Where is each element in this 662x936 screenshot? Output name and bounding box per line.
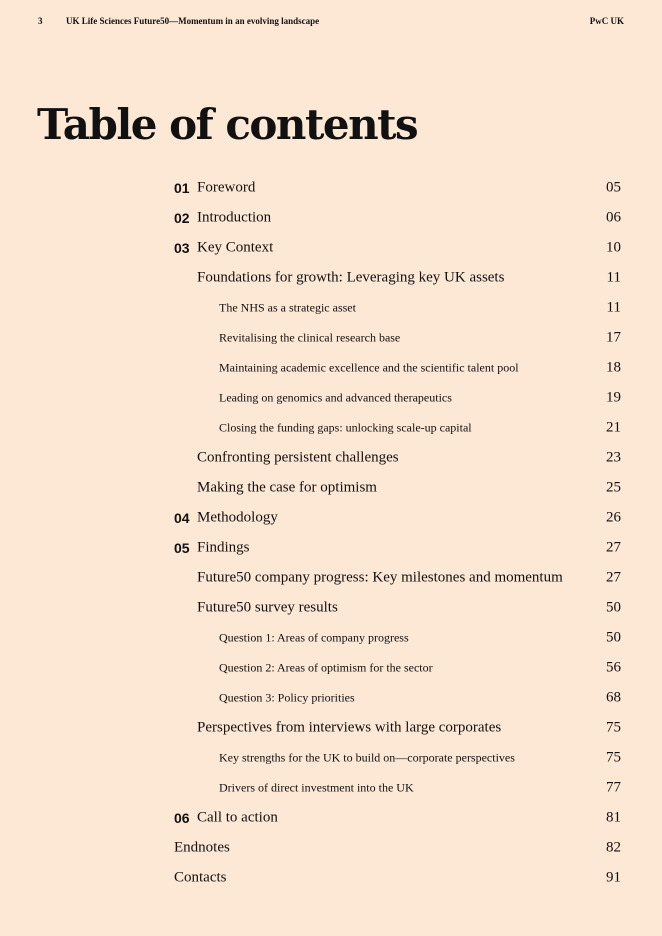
toc-entry[interactable] (0, 863, 662, 893)
toc-entry[interactable] (0, 353, 662, 383)
toc-page-number: 25 (606, 479, 621, 496)
toc-entry[interactable] (0, 173, 662, 203)
toc-entry[interactable] (0, 563, 662, 593)
toc-page-number: 75 (606, 719, 621, 736)
toc-entry-label: Leading on genomics and advanced therapeutics (219, 390, 452, 405)
table-of-contents (0, 173, 662, 893)
toc-entry-label: Foundations for growth: Leveraging key UK assets (197, 269, 505, 286)
toc-section-number: 04 (174, 510, 190, 526)
toc-entry-label: Making the case for optimism (197, 479, 377, 496)
toc-page-number: 21 (606, 419, 621, 436)
toc-page-number: 10 (606, 239, 621, 256)
header-document-title: UK Life Sciences Future50—Momentum in an evolving landscape (66, 16, 320, 26)
toc-page-number: 11 (606, 299, 621, 316)
toc-entry-label: Introduction (197, 209, 272, 226)
toc-entry[interactable] (0, 833, 662, 863)
toc-entry-label: Future50 company progress: Key milestones and momentum (197, 569, 563, 586)
toc-page-number: 19 (606, 389, 621, 406)
toc-entry-label: Findings (197, 539, 250, 556)
toc-page-number: 05 (606, 179, 621, 196)
toc-entry[interactable] (0, 293, 662, 323)
toc-page-number: 82 (606, 839, 621, 856)
toc-entry-label: Drivers of direct investment into the UK (219, 780, 414, 795)
toc-entry-label: Future50 survey results (197, 599, 338, 616)
toc-entry[interactable] (0, 233, 662, 263)
toc-section-number: 05 (174, 540, 190, 556)
running-header (38, 16, 624, 30)
toc-entry-label: Call to action (197, 809, 278, 826)
toc-entry-label: Perspectives from interviews with large corporates (197, 719, 502, 736)
toc-entry[interactable] (0, 383, 662, 413)
header-brand: PwC UK (589, 16, 624, 26)
toc-section-number: 02 (174, 210, 190, 226)
toc-page-number: 75 (606, 749, 621, 766)
toc-entry[interactable] (0, 503, 662, 533)
toc-entry[interactable] (0, 743, 662, 773)
toc-entry[interactable] (0, 263, 662, 293)
toc-entry-label: Question 2: Areas of optimism for the sector (219, 660, 433, 675)
toc-entry[interactable] (0, 803, 662, 833)
page-title: Table of contents (37, 100, 418, 149)
toc-section-number: 06 (174, 810, 190, 826)
toc-entry-label: Key Context (197, 239, 274, 256)
toc-entry-label: Closing the funding gaps: unlocking scale-up capital (219, 420, 472, 435)
toc-page-number: 91 (606, 869, 621, 886)
toc-entry-label: Confronting persistent challenges (197, 449, 399, 466)
toc-entry[interactable] (0, 473, 662, 503)
toc-entry-label: Maintaining academic excellence and the scientific talent pool (219, 360, 519, 375)
toc-page-number: 17 (606, 329, 621, 346)
toc-entry[interactable] (0, 203, 662, 233)
toc-entry[interactable] (0, 683, 662, 713)
toc-page-number: 18 (606, 359, 621, 376)
toc-page-number: 50 (606, 599, 621, 616)
toc-page-number: 26 (606, 509, 621, 526)
toc-page-number: 81 (606, 809, 621, 826)
toc-entry-label: Revitalising the clinical research base (219, 330, 401, 345)
toc-page-number: 23 (606, 449, 621, 466)
toc-entry[interactable] (0, 773, 662, 803)
toc-section-number: 01 (174, 180, 190, 196)
toc-entry-label: Question 1: Areas of company progress (219, 630, 409, 645)
toc-section-number: 03 (174, 240, 190, 256)
toc-page-number: 27 (606, 539, 621, 556)
toc-page-number: 11 (606, 269, 621, 286)
toc-entry-label: Methodology (197, 509, 278, 526)
toc-entry-label: The NHS as a strategic asset (219, 300, 356, 315)
toc-entry[interactable] (0, 533, 662, 563)
toc-entry-label: Key strengths for the UK to build on—corporate perspectives (219, 750, 515, 765)
toc-entry[interactable] (0, 323, 662, 353)
toc-entry[interactable] (0, 623, 662, 653)
toc-entry-label: Contacts (174, 869, 227, 886)
header-page-number: 3 (38, 16, 43, 26)
toc-entry[interactable] (0, 413, 662, 443)
toc-page-number: 06 (606, 209, 621, 226)
toc-entry[interactable] (0, 593, 662, 623)
toc-entry-label: Foreword (197, 179, 256, 196)
toc-page-number: 77 (606, 779, 621, 796)
toc-page-number: 50 (606, 629, 621, 646)
toc-entry[interactable] (0, 713, 662, 743)
toc-page-number: 27 (606, 569, 621, 586)
toc-entry-label: Endnotes (174, 839, 230, 856)
toc-page-number: 56 (606, 659, 621, 676)
toc-entry-label: Question 3: Policy priorities (219, 690, 355, 705)
toc-entry[interactable] (0, 443, 662, 473)
toc-page-number: 68 (606, 689, 621, 706)
toc-entry[interactable] (0, 653, 662, 683)
